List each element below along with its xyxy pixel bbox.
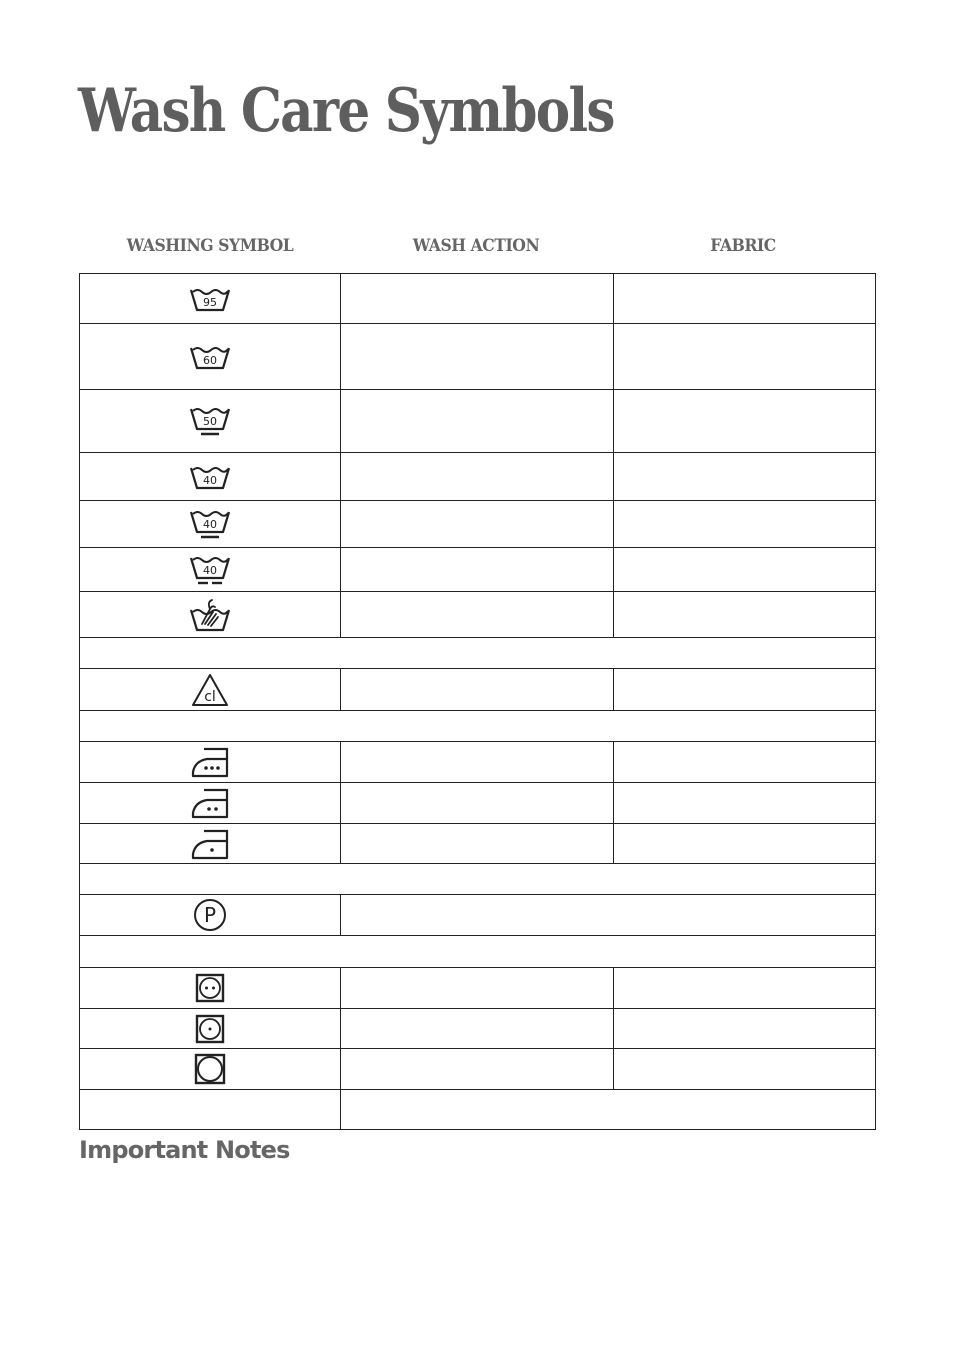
wash-tub-50-one-bar-icon [188,404,232,438]
fabric-cell [614,968,876,1009]
tub-temperature-label: 40 [203,473,217,487]
table-row [80,274,876,324]
symbol-cell [80,274,341,324]
wash-action-cell [341,324,614,390]
fabric-cell [614,274,876,324]
column-header-fabric: FABRIC [710,236,776,256]
section-cell [80,864,876,895]
symbol-cell [80,1090,341,1130]
table-row [80,501,876,548]
section-row-dry-cleaning [80,864,876,895]
section-row-bleaching [80,638,876,669]
symbol-cell [80,783,341,824]
symbol-cell [80,1009,341,1049]
wash-tub-60-icon [188,343,232,371]
table-row [80,783,876,824]
tumble-dry-two-dots-icon [194,972,226,1004]
wash-action-cell [341,592,614,638]
symbol-cell [80,895,341,936]
tub-temperature-label: 50 [203,415,217,428]
symbol-cell [80,324,341,390]
page-title: Wash Care Symbols [78,76,614,146]
wash-tub-40-icon [188,463,232,491]
section-row-ironing [80,711,876,742]
iron-one-dot-icon [190,827,230,861]
wash-action-cell [341,390,614,453]
tub-temperature-label: 95 [203,295,217,309]
column-header-washing-symbol: WASHING SYMBOL [126,236,294,256]
symbol-cell [80,501,341,548]
fabric-cell [614,592,876,638]
section-cell [80,711,876,742]
table-row [80,324,876,390]
fabric-cell [614,669,876,711]
tumble-dry-icon [193,1052,227,1086]
iron-three-dots-icon [190,745,230,779]
symbol-cell [80,453,341,501]
table-row [80,592,876,638]
table-row [80,1090,876,1130]
table-row [80,669,876,711]
fabric-cell [614,742,876,783]
wash-tub-40-one-bar-icon [188,507,232,541]
wash-action-cell [341,895,876,936]
tub-temperature-label: 40 [203,563,217,577]
wash-action-cell [341,783,614,824]
fabric-cell [614,824,876,864]
symbol-cell [80,390,341,453]
symbol-cell [80,548,341,592]
wash-action-cell [341,548,614,592]
wash-action-cell [341,669,614,711]
bleach-label: cl [204,688,216,705]
wash-care-table [79,273,876,1130]
section-cell [80,638,876,669]
wash-action-cell [341,501,614,548]
important-notes-heading: Important Notes [79,1136,290,1164]
table-row [80,968,876,1009]
table-row [80,1009,876,1049]
table-row [80,453,876,501]
wash-action-cell [341,968,614,1009]
hand-wash-icon [188,597,232,633]
fabric-cell [614,501,876,548]
chlorine-bleach-icon [190,672,230,708]
fabric-cell [614,453,876,501]
wash-action-cell [341,274,614,324]
wash-action-cell [341,824,614,864]
fabric-cell [614,783,876,824]
table-row [80,548,876,592]
table-row [80,1049,876,1090]
tub-temperature-label: 40 [203,518,217,531]
wash-tub-40-two-bars-icon [188,553,232,587]
fabric-cell [614,1009,876,1049]
wash-action-cell [341,742,614,783]
column-header-wash-action: WASH ACTION [412,236,540,256]
symbol-cell [80,742,341,783]
table-row [80,824,876,864]
symbol-cell [80,824,341,864]
tumble-dry-one-dot-icon [194,1013,226,1045]
table-row [80,390,876,453]
iron-two-dots-icon [190,786,230,820]
fabric-cell [614,1049,876,1090]
dry-clean-label: P [203,903,217,927]
section-cell [80,936,876,968]
symbol-cell [80,1049,341,1090]
table-row [80,895,876,936]
wash-action-cell [341,1009,614,1049]
wash-action-cell [341,1090,876,1130]
symbol-cell [80,669,341,711]
dry-clean-p-icon [192,897,228,933]
wash-tub-95-icon [188,285,232,313]
fabric-cell [614,548,876,592]
symbol-cell [80,592,341,638]
wash-action-cell [341,453,614,501]
table-row [80,742,876,783]
fabric-cell [614,390,876,453]
wash-action-cell [341,1049,614,1090]
symbol-cell [80,968,341,1009]
tub-temperature-label: 60 [203,353,217,367]
fabric-cell [614,324,876,390]
section-row-tumble-drying [80,936,876,968]
